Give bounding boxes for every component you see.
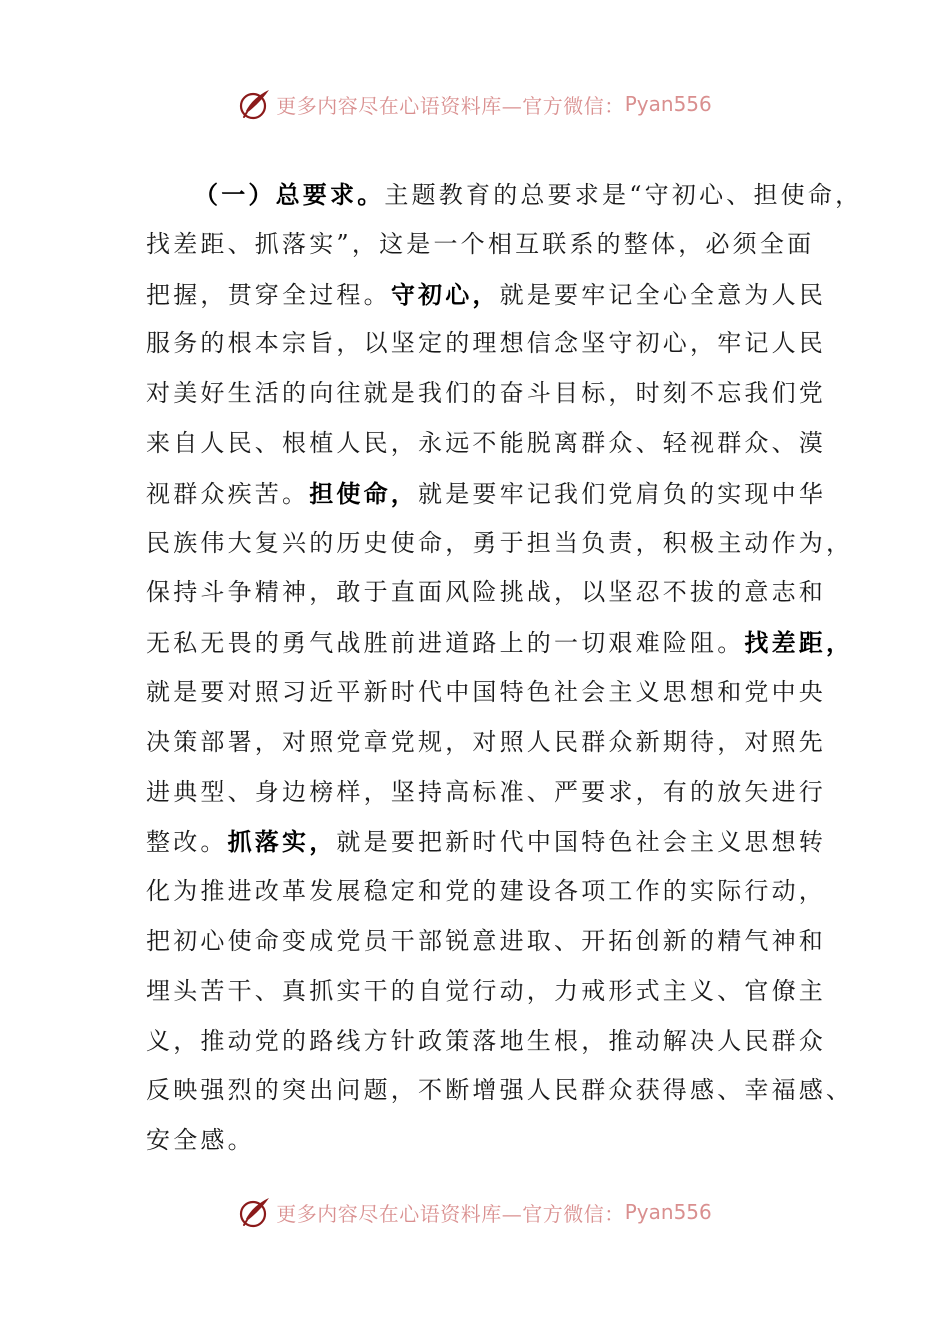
bold-keyword: 抓落实， <box>227 827 337 857</box>
text-line <box>146 220 815 270</box>
text-segment: 就是要对照习近平新时代中国特色社会主义思想和党中央 <box>146 677 826 706</box>
text-line <box>146 568 826 618</box>
text-segment: 民族伟大复兴的历史使命，勇于担当负责，积极主动作为， <box>146 528 854 557</box>
text-segment: 找差距、抓落实”，这是一个相互联系的整体，必须全面 <box>146 229 815 258</box>
text-segment: 就是要牢记全心全意为人民 <box>499 280 827 309</box>
bold-keyword: 守初心， <box>390 279 500 309</box>
text-segment: 服务的根本宗旨，以坚定的理想信念坚守初心，牢记人民 <box>146 329 826 358</box>
text-line <box>146 668 826 718</box>
text-segment: 主题教育的总要求是“守初心、担使命， <box>384 181 863 209</box>
quill-logo-icon <box>238 1195 272 1229</box>
text-segment: 来自人民、根植人民，永远不能脱离群众、轻视群众、漠 <box>146 428 826 457</box>
text-segment: 保持斗争精神，敢于直面风险挑战，以坚忍不拔的意志和 <box>146 578 826 607</box>
text-line <box>146 419 826 469</box>
text-line <box>146 917 826 967</box>
text-segment: 把握，贯穿全过程。 <box>146 280 391 309</box>
header-watermark-id: Pyan556 <box>624 92 712 116</box>
text-line <box>146 1066 854 1116</box>
text-segment: 把初心使命变成党员干部锐意进取、开拓创新的精气神和 <box>146 926 826 955</box>
text-segment: 就是要把新时代中国特色社会主义思想转 <box>336 828 827 857</box>
text-line <box>146 817 827 867</box>
text-line <box>146 618 854 668</box>
bold-keyword: 担使命， <box>309 478 419 508</box>
bold-keyword: （一）总要求。 <box>194 180 385 209</box>
text-line <box>146 1017 826 1067</box>
text-line <box>146 369 826 419</box>
header-watermark <box>0 82 950 126</box>
text-line <box>146 519 854 569</box>
text-segment: 就是要牢记我们党肩负的实现中华 <box>418 479 827 508</box>
header-watermark-text: 更多内容尽在心语资料库—官方微信： <box>276 93 625 118</box>
text-segment: 整改。 <box>146 828 228 857</box>
text-segment: 化为推进改革发展稳定和党的建设各项工作的实际行动， <box>146 877 826 906</box>
text-segment: 无私无畏的勇气战胜前进道路上的一切艰难险阻。 <box>146 629 745 658</box>
text-segment: 进典型、身边榜样，坚持高标准、严要求，有的放矢进行 <box>146 777 826 806</box>
quill-logo-icon <box>238 87 272 121</box>
bold-keyword: 找差距， <box>744 628 854 658</box>
text-line <box>146 1116 810 1166</box>
text-line <box>146 967 826 1017</box>
text-segment: 义，推动党的路线方针政策落地生根，推动解决人民群众 <box>146 1026 826 1055</box>
text-line <box>146 270 827 320</box>
text-segment: 埋头苦干、真抓实干的自觉行动，力戒形式主义、官僚主 <box>146 976 826 1005</box>
footer-watermark-text: 更多内容尽在心语资料库—官方微信： <box>276 1201 625 1226</box>
text-line <box>146 319 826 369</box>
text-line <box>146 469 827 519</box>
text-line <box>146 867 826 917</box>
footer-watermark <box>0 1190 950 1234</box>
text-line <box>146 768 826 818</box>
text-segment: 反映强烈的突出问题，不断增强人民群众获得感、幸福感、 <box>146 1076 854 1105</box>
document-body <box>146 170 863 1166</box>
text-line <box>146 170 863 220</box>
text-line <box>146 718 826 768</box>
text-segment: 安全感。 <box>146 1126 255 1155</box>
footer-watermark-id: Pyan556 <box>624 1200 712 1224</box>
text-segment: 对美好生活的向往就是我们的奋斗目标，时刻不忘我们党 <box>146 379 826 408</box>
text-segment: 决策部署，对照党章党规，对照人民群众新期待，对照先 <box>146 727 826 756</box>
text-segment: 视群众疾苦。 <box>146 479 310 508</box>
